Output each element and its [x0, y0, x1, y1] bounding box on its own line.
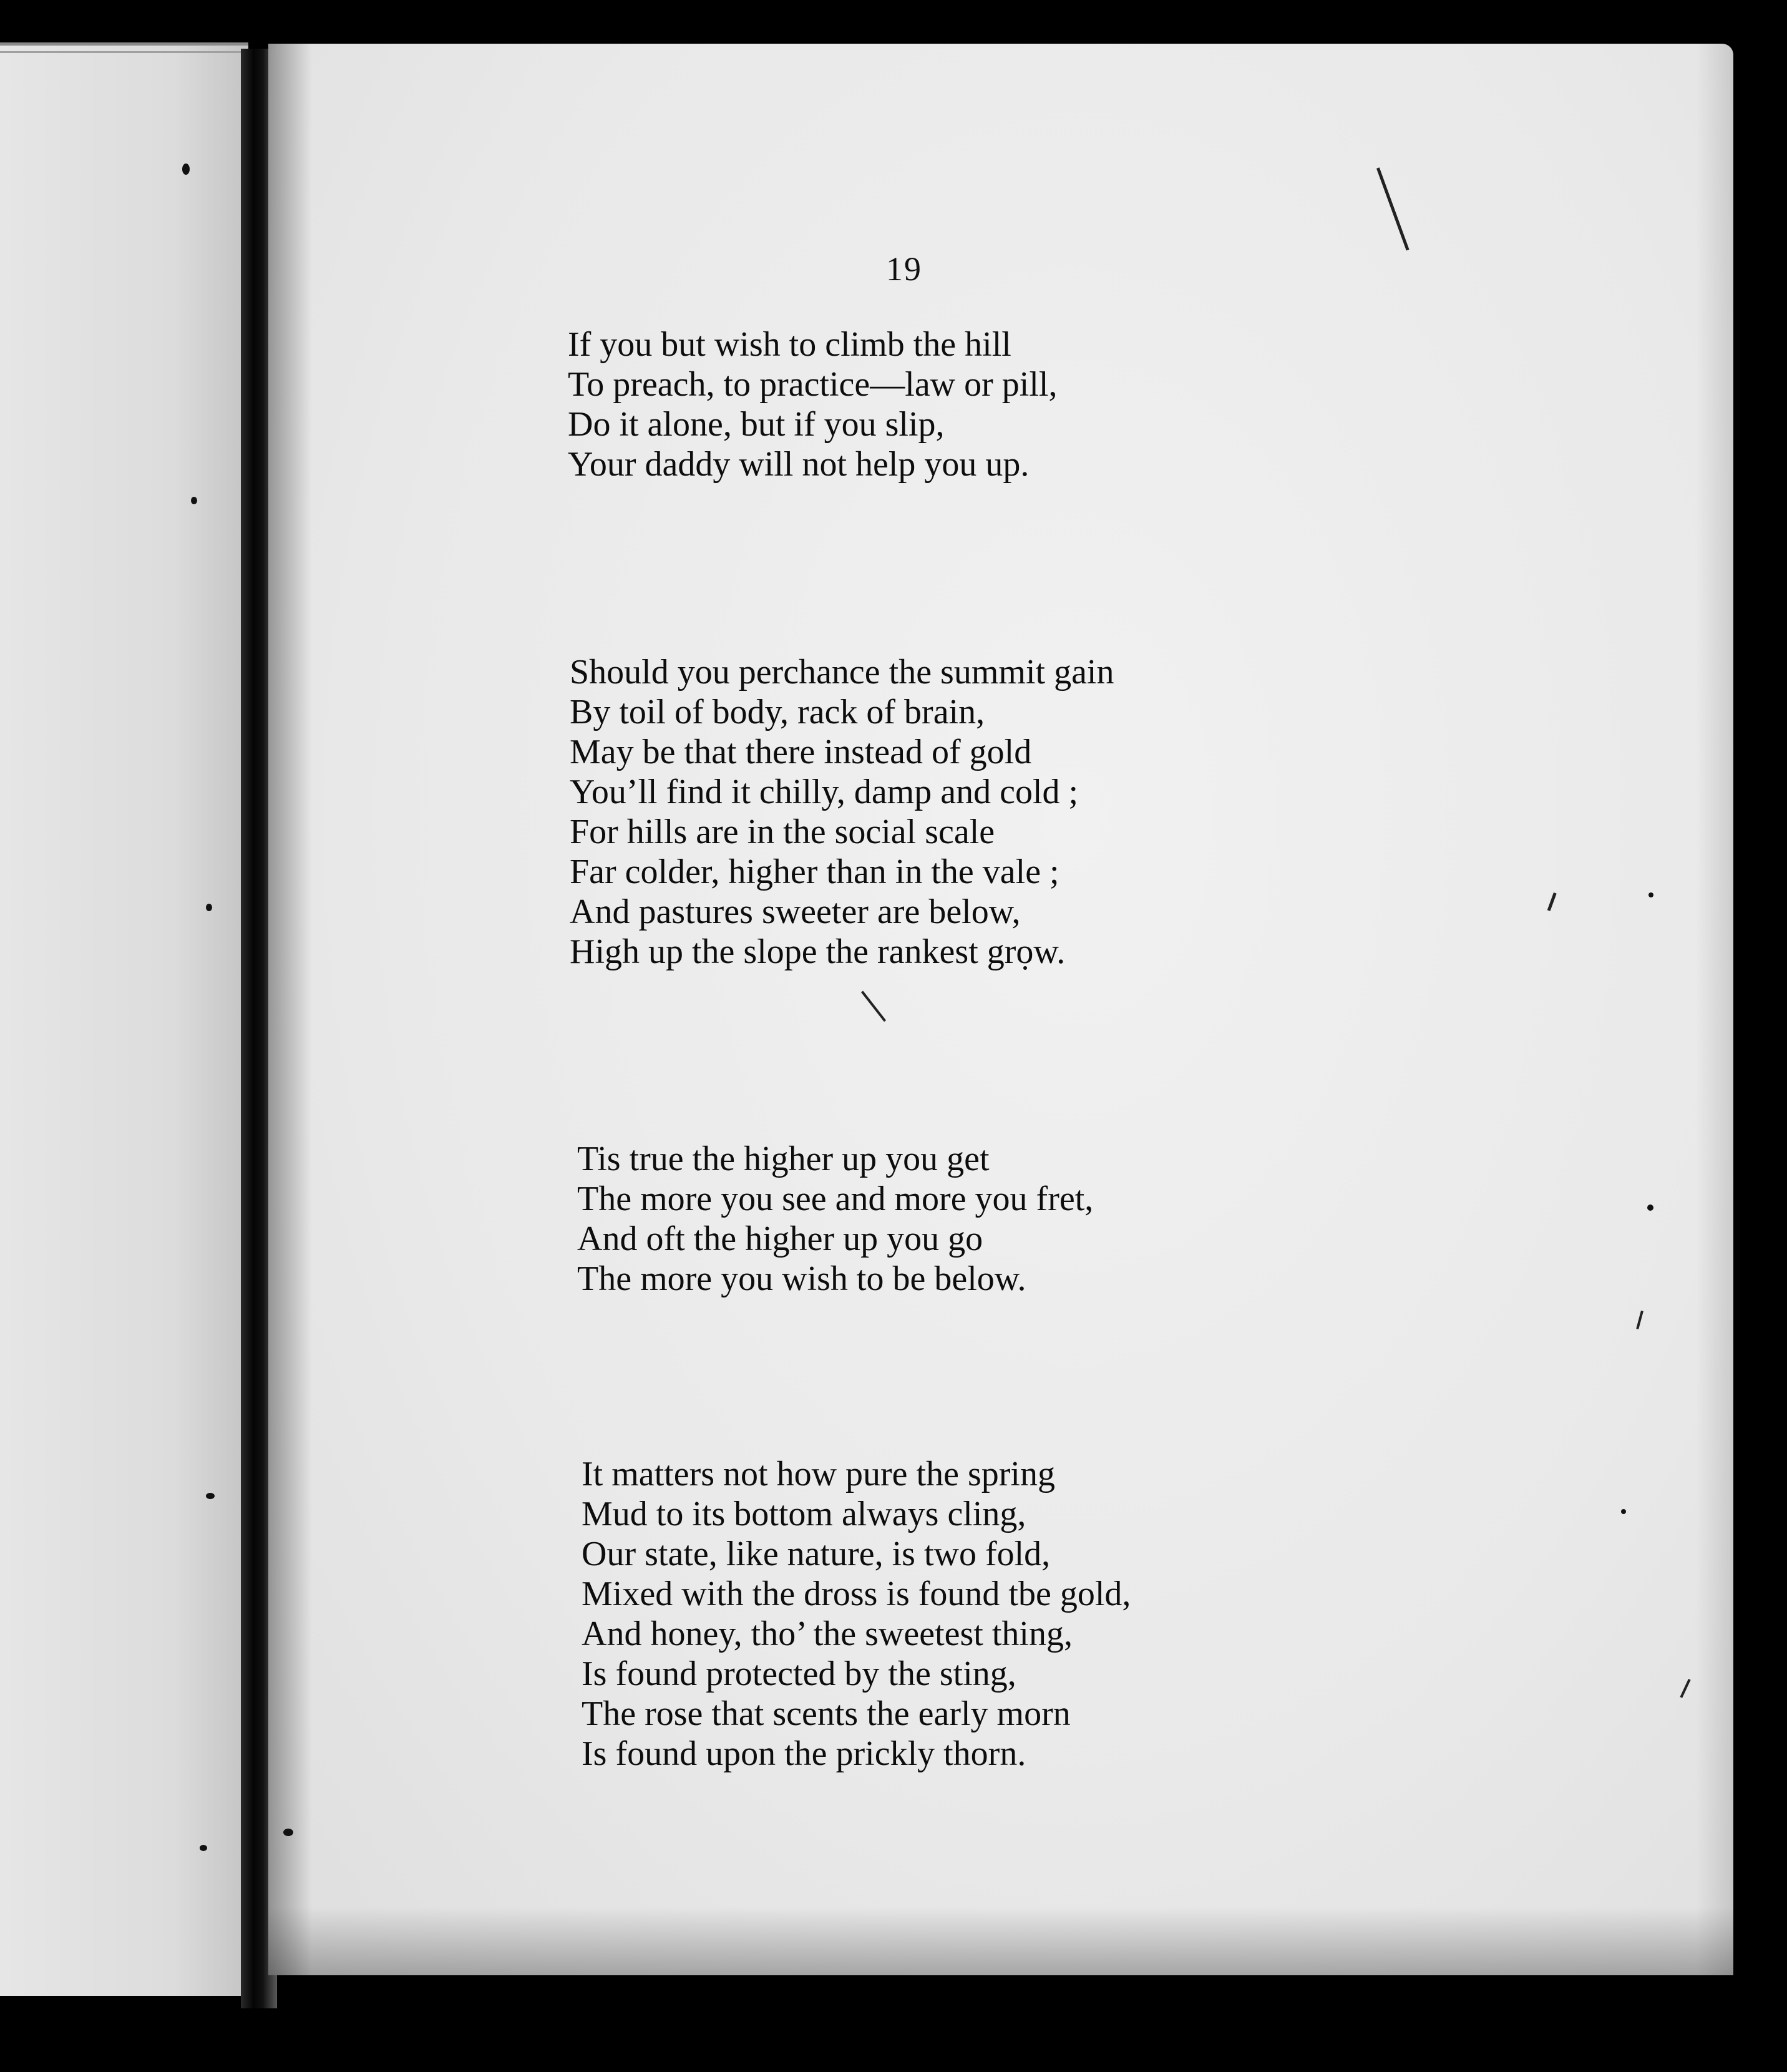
scan-speck: [191, 497, 197, 504]
page-shadow: [268, 44, 312, 1975]
poem-line: Mixed with the dross is found tbe gold,: [582, 1575, 1131, 1613]
poem-line: Should you perchance the summit gain: [570, 653, 1114, 691]
page-edge-line: [0, 51, 248, 53]
scan-speck: [206, 904, 212, 911]
poem-stanza: [568, 325, 1057, 484]
poem-line: And oft the higher up you go: [577, 1219, 983, 1258]
poem-line: Your daddy will not help you up.: [568, 445, 1030, 484]
poem-line: Is found protected by the sting,: [582, 1654, 1016, 1693]
poem-line: And pastures sweeter are below,: [570, 892, 1021, 931]
page-shadow: [1696, 44, 1733, 1975]
poem-line: The rose that scents the early morn: [582, 1694, 1071, 1733]
poem-line: Do it alone, but if you slip,: [568, 405, 945, 444]
poem-line: If you but wish to climb the hill: [568, 325, 1011, 364]
poem-line: And honey, tho’ the sweetest thing,: [582, 1615, 1073, 1653]
poem-line: The more you wish to be below.: [577, 1259, 1026, 1298]
scan-speck: [1647, 1205, 1653, 1211]
poem-stanza: [577, 1139, 1093, 1299]
page-number: 19: [886, 250, 922, 288]
poem-line: By toil of body, rack of brain,: [570, 693, 985, 731]
poem-line: It matters not how pure the spring: [582, 1455, 1055, 1493]
scan-speck: [283, 1829, 293, 1836]
scan-speck: [1648, 892, 1653, 897]
poem-line: High up the slope the rankest grow.: [570, 932, 1066, 971]
left-page-edge: [0, 42, 248, 1996]
poem-stanza: [582, 1454, 1131, 1774]
scan-speck: [200, 1845, 207, 1851]
scan-speck: [1621, 1509, 1626, 1514]
scan-speck: [206, 1493, 215, 1499]
poem-line: Our state, like nature, is two fold,: [582, 1535, 1051, 1573]
poem-line: To preach, to practice—law or pill,: [568, 365, 1058, 404]
poem-line: Mud to its bottom always cling,: [582, 1495, 1026, 1533]
poem-line: For hills are in the social scale: [570, 813, 995, 851]
poem-line: The more you see and more you fret,: [577, 1180, 1094, 1218]
page-edge-line: [0, 42, 248, 46]
poem-line: May be that there instead of gold: [570, 733, 1032, 771]
page-shadow: [268, 1907, 1733, 1975]
poem-line: Tis true the higher up you get: [577, 1140, 990, 1178]
poem-line: You’ll find it chilly, damp and cold ;: [570, 773, 1079, 811]
poem-line: Is found upon the prickly thorn.: [582, 1734, 1026, 1773]
poem-stanza: [570, 652, 1114, 972]
poem-line: Far colder, higher than in the vale ;: [570, 853, 1059, 891]
scan-speck: [182, 164, 190, 175]
